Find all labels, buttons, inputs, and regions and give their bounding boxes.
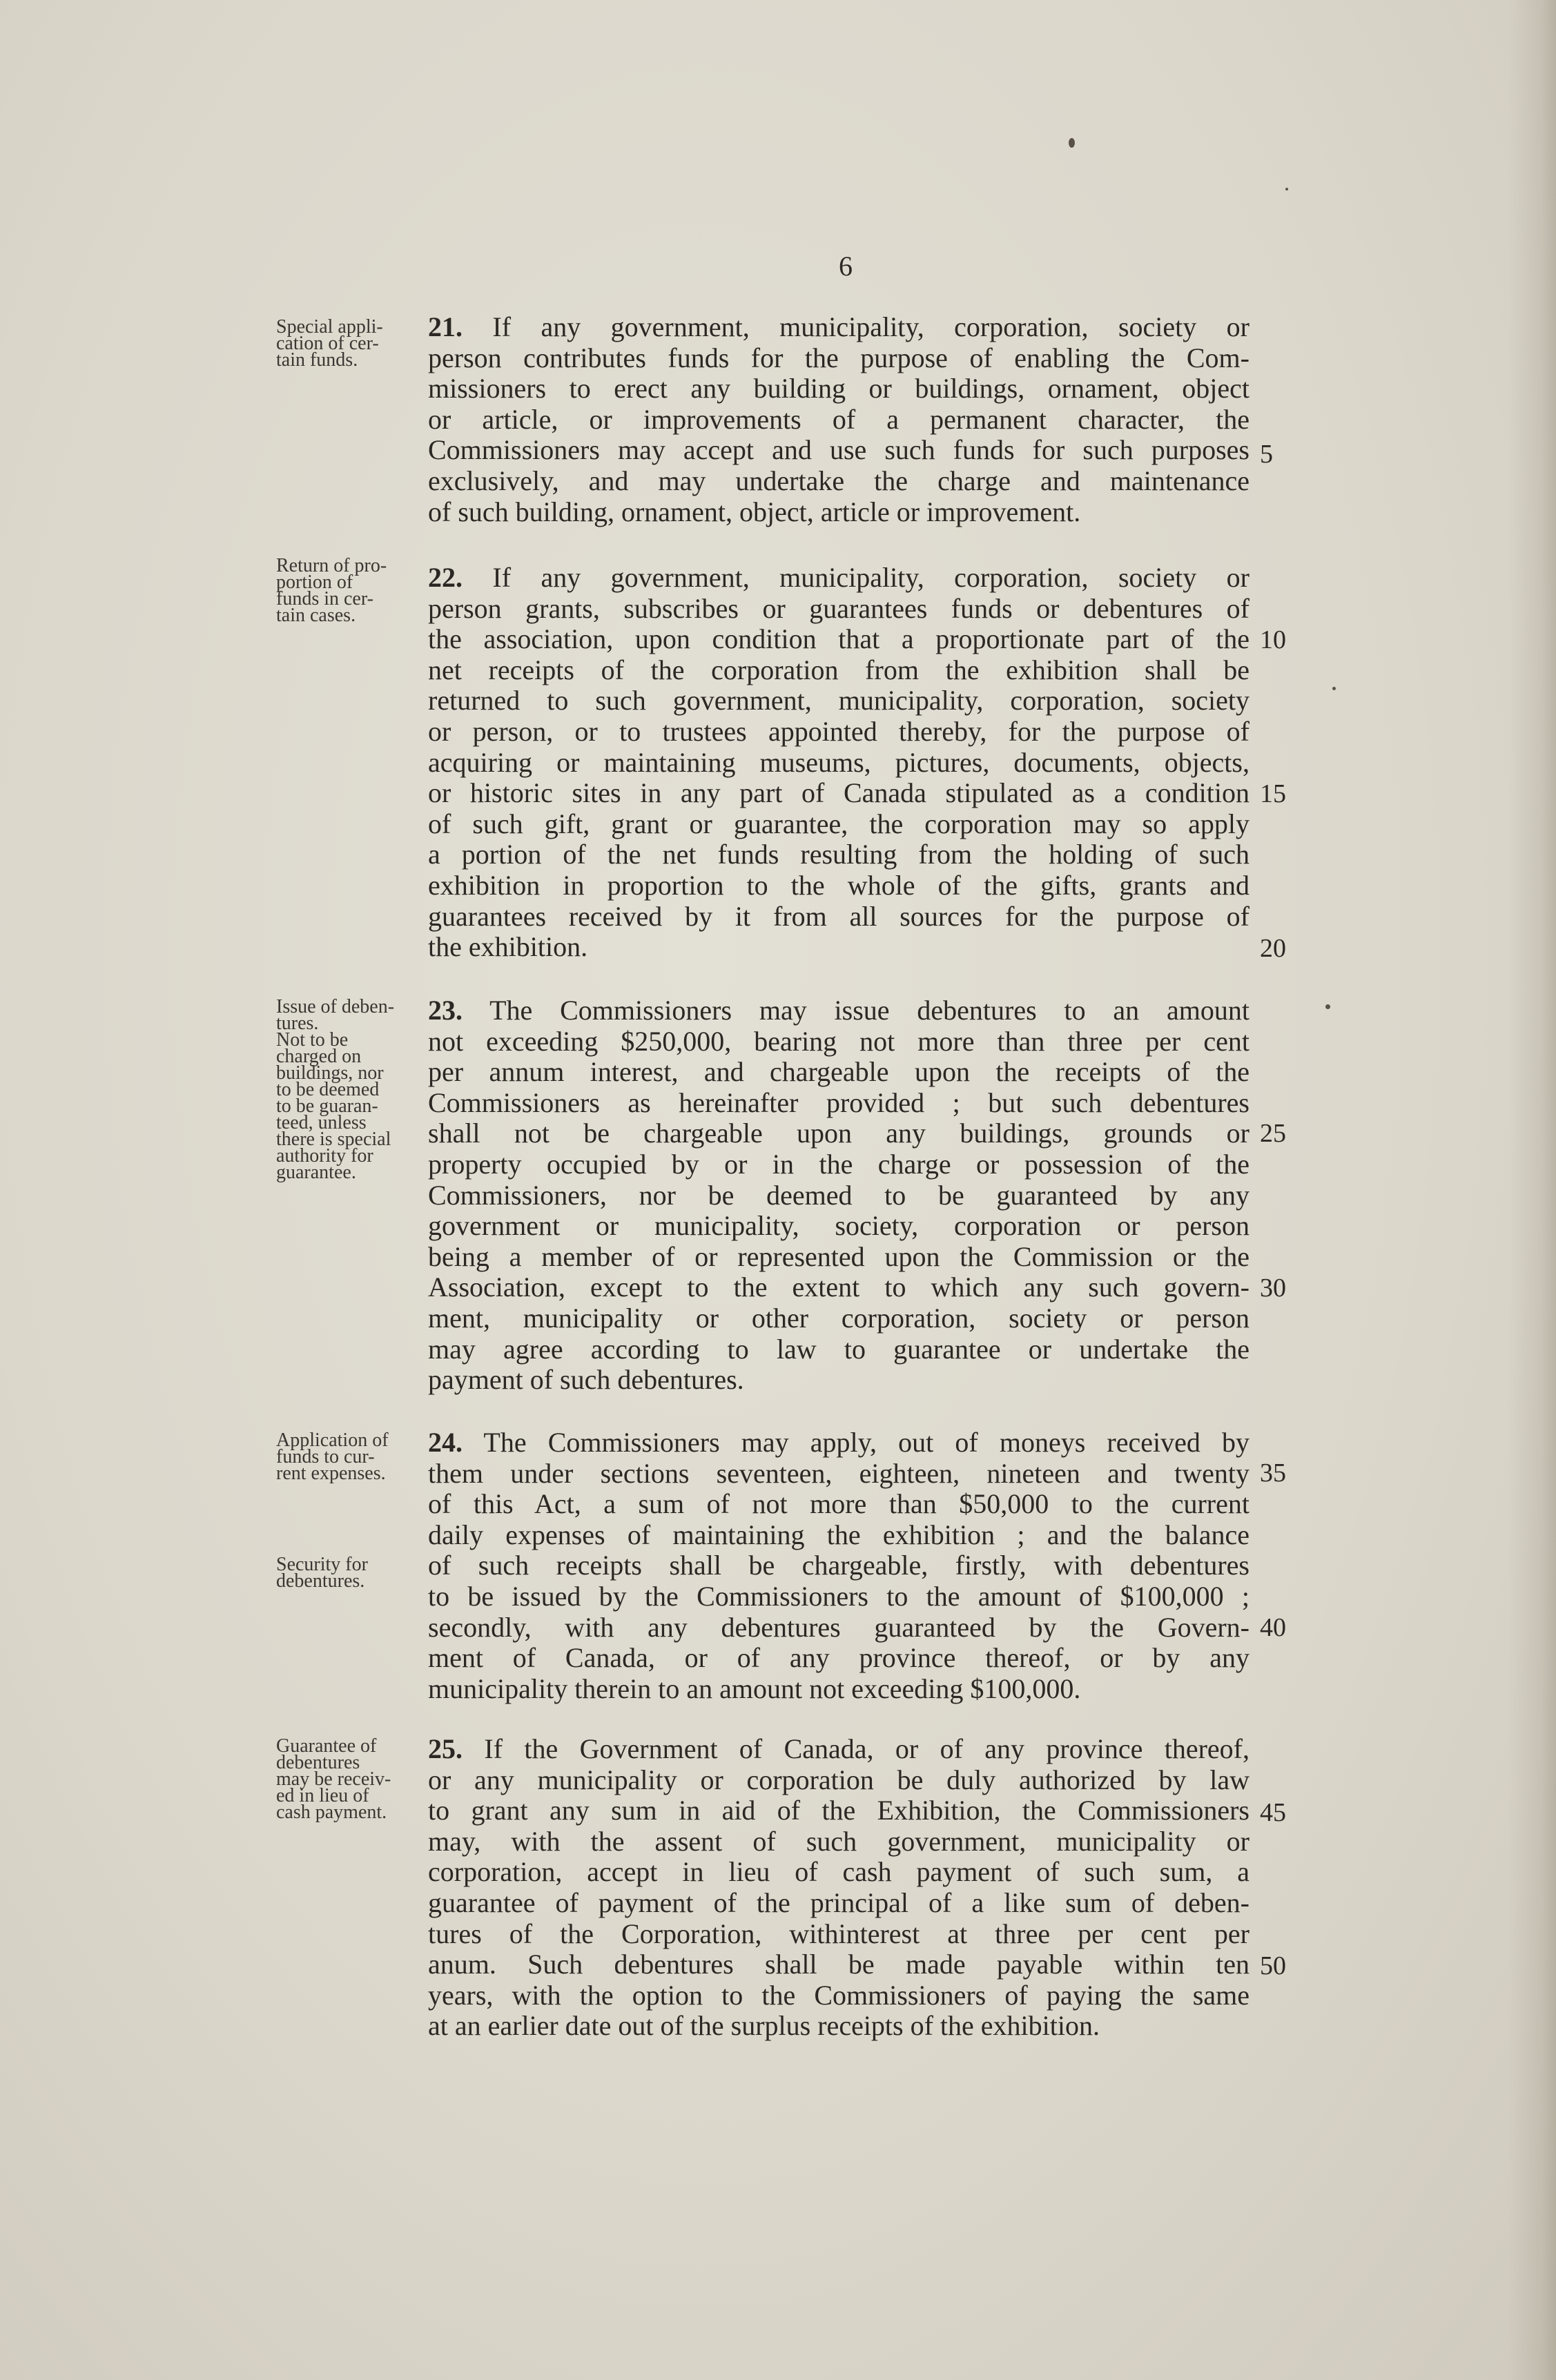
text-line: municipality therein to an amount not exceeding $100,000. bbox=[428, 1672, 1081, 1704]
section-25 bbox=[428, 1734, 1249, 2042]
page-edge-shadow bbox=[1508, 0, 1556, 2380]
text-line: daily expenses of maintaining the exhibition ; and the balance bbox=[428, 1519, 1249, 1550]
section-21 bbox=[428, 312, 1249, 527]
text-line: being a member of or represented upon the Commission or the bbox=[428, 1240, 1249, 1272]
text-line: anum. Such debentures shall be made payable within ten bbox=[428, 1949, 1249, 1980]
line-number: 10 bbox=[1260, 625, 1286, 654]
text-line: or article, or improvements of a permanent character, the bbox=[428, 403, 1249, 435]
text-line: Commissioners, nor be deemed to be guaranteed by any bbox=[428, 1179, 1249, 1211]
section-22 bbox=[428, 563, 1249, 963]
text-line: missioners to erect any building or buildings, ornament, object bbox=[428, 373, 1249, 404]
text-line: person grants, subscribes or guarantees funds or debentures of bbox=[428, 592, 1249, 624]
margin-note-application-of-funds: Application of funds to cur- rent expenses. bbox=[276, 1430, 389, 1484]
section-number: 25. bbox=[428, 1733, 463, 1764]
text-line: property occupied by or in the charge or possession of the bbox=[428, 1148, 1249, 1180]
text-line: Commissioners as hereinafter provided ; but such debentures bbox=[428, 1086, 1249, 1118]
text-line: secondly, with any debentures guaranteed by the Govern- bbox=[428, 1611, 1249, 1643]
text-line: of such receipts shall be chargeable, firstly, with debentures bbox=[428, 1550, 1249, 1581]
section-number: 22. bbox=[428, 562, 463, 593]
line-number: 30 bbox=[1260, 1274, 1286, 1303]
ink-speck bbox=[1069, 138, 1075, 148]
line-number: 50 bbox=[1260, 1951, 1286, 1980]
line-number: 5 bbox=[1260, 440, 1273, 469]
line-number: 25 bbox=[1260, 1119, 1286, 1148]
text-line: 25. If the Government of Canada, or of any province thereof, bbox=[428, 1733, 1249, 1764]
text-line: Commissioners may accept and use such funds for such purposes bbox=[428, 434, 1249, 466]
text-line: of such building, ornament, object, article or improvement. bbox=[428, 496, 1081, 527]
text-line: or person, or to trustees appointed thereby, for the purpose of bbox=[428, 715, 1249, 747]
text-line: exhibition in proportion to the whole of the gifts, grants and bbox=[428, 869, 1249, 901]
text-line: them under sections seventeen, eighteen, nineteen and twenty bbox=[428, 1457, 1249, 1489]
text-line: or any municipality or corporation be duly authorized by law bbox=[428, 1764, 1249, 1795]
ink-speck bbox=[1325, 1004, 1330, 1009]
text-line: may, with the assent of such government, municipality or bbox=[428, 1825, 1249, 1857]
text-line: acquiring or maintaining museums, pictures, documents, objects, bbox=[428, 746, 1249, 778]
text-line: a portion of the net funds resulting from the holding of such bbox=[428, 839, 1249, 870]
section-number: 21. bbox=[428, 311, 463, 342]
text-line: ment of Canada, or of any province thereof, or by any bbox=[428, 1642, 1249, 1674]
text-line: person contributes funds for the purpose of enabling the Com- bbox=[428, 342, 1249, 373]
text-line: net receipts of the corporation from the exhibition shall be bbox=[428, 654, 1249, 685]
ink-speck bbox=[1285, 188, 1288, 191]
text-line: the exhibition. bbox=[428, 931, 588, 963]
text-line: guarantees received by it from all sources for the purpose of bbox=[428, 900, 1249, 932]
text-line: shall not be chargeable upon any buildings, grounds or bbox=[428, 1118, 1249, 1149]
text-line: not exceeding $250,000, bearing not more than three per cent bbox=[428, 1025, 1249, 1057]
text-line: of such gift, grant or guarantee, the corporation may so apply bbox=[428, 808, 1249, 839]
line-number: 45 bbox=[1260, 1798, 1286, 1827]
margin-note-guarantee-of-debentures: Guarantee of debentures may be receiv- ed in lieu of cash payment. bbox=[276, 1735, 391, 1823]
text-line: returned to such government, municipality, corporation, society bbox=[428, 685, 1249, 716]
text-line: 23. The Commissioners may issue debentures to an amount bbox=[428, 995, 1249, 1026]
line-number: 15 bbox=[1260, 779, 1286, 808]
line-number: 20 bbox=[1260, 934, 1286, 963]
section-number: 23. bbox=[428, 995, 463, 1026]
text-line: ment, municipality or other corporation, society or person bbox=[428, 1302, 1249, 1334]
text-line: 21. If any government, municipality, corporation, society or bbox=[428, 311, 1249, 342]
page-number: 6 bbox=[839, 251, 853, 282]
text-line: or historic sites in any part of Canada stipulated as a condition bbox=[428, 777, 1249, 809]
margin-note-special-application: Special appli- cation of cer- tain funds. bbox=[276, 316, 383, 371]
ink-speck bbox=[1332, 687, 1336, 690]
text-line: per annum interest, and chargeable upon the receipts of the bbox=[428, 1056, 1249, 1088]
line-number: 35 bbox=[1260, 1459, 1286, 1488]
section-24 bbox=[428, 1427, 1249, 1704]
text-line: guarantee of payment of the principal of a like sum of deben- bbox=[428, 1886, 1249, 1918]
text-line: 22. If any government, municipality, corporation, society or bbox=[428, 562, 1249, 593]
section-number: 24. bbox=[428, 1427, 463, 1458]
text-line: payment of such debentures. bbox=[428, 1364, 744, 1396]
text-line: corporation, accept in lieu of cash payment of such sum, a bbox=[428, 1856, 1249, 1888]
text-line: to be issued by the Commissioners to the amount of $100,000 ; bbox=[428, 1580, 1249, 1612]
text-line: government or municipality, society, corporation or person bbox=[428, 1210, 1249, 1242]
text-line: exclusively, and may undertake the charge and maintenance bbox=[428, 465, 1249, 496]
text-line: of this Act, a sum of not more than $50,000 to the current bbox=[428, 1488, 1249, 1520]
line-number: 40 bbox=[1260, 1613, 1286, 1642]
text-line: at an earlier date out of the surplus receipts of the exhibition. bbox=[428, 2010, 1100, 2042]
text-line: may agree according to law to guarantee or undertake the bbox=[428, 1333, 1249, 1365]
text-line: Association, except to the extent to which any such govern- bbox=[428, 1271, 1249, 1303]
margin-note-issue-of-debentures: Issue of deben- tures. Not to be charged on buildings, nor to be deemed to be guaran- teed, unless there is special authority for guarantee. bbox=[276, 996, 395, 1183]
margin-note-security-for-debentures: Security for debentures. bbox=[276, 1554, 368, 1592]
section-23 bbox=[428, 995, 1249, 1396]
text-line: tures of the Corporation, withinterest at three per cent per bbox=[428, 1918, 1249, 1949]
text-line: the association, upon condition that a proportionate part of the bbox=[428, 623, 1249, 655]
margin-note-return-of-proportion: Return of pro- portion of funds in cer- tain cases. bbox=[276, 555, 387, 626]
text-line: years, with the option to the Commissioners of paying the same bbox=[428, 1979, 1249, 2011]
text-line: 24. The Commissioners may apply, out of moneys received by bbox=[428, 1427, 1249, 1458]
text-line: to grant any sum in aid of the Exhibition, the Commissioners bbox=[428, 1795, 1249, 1826]
